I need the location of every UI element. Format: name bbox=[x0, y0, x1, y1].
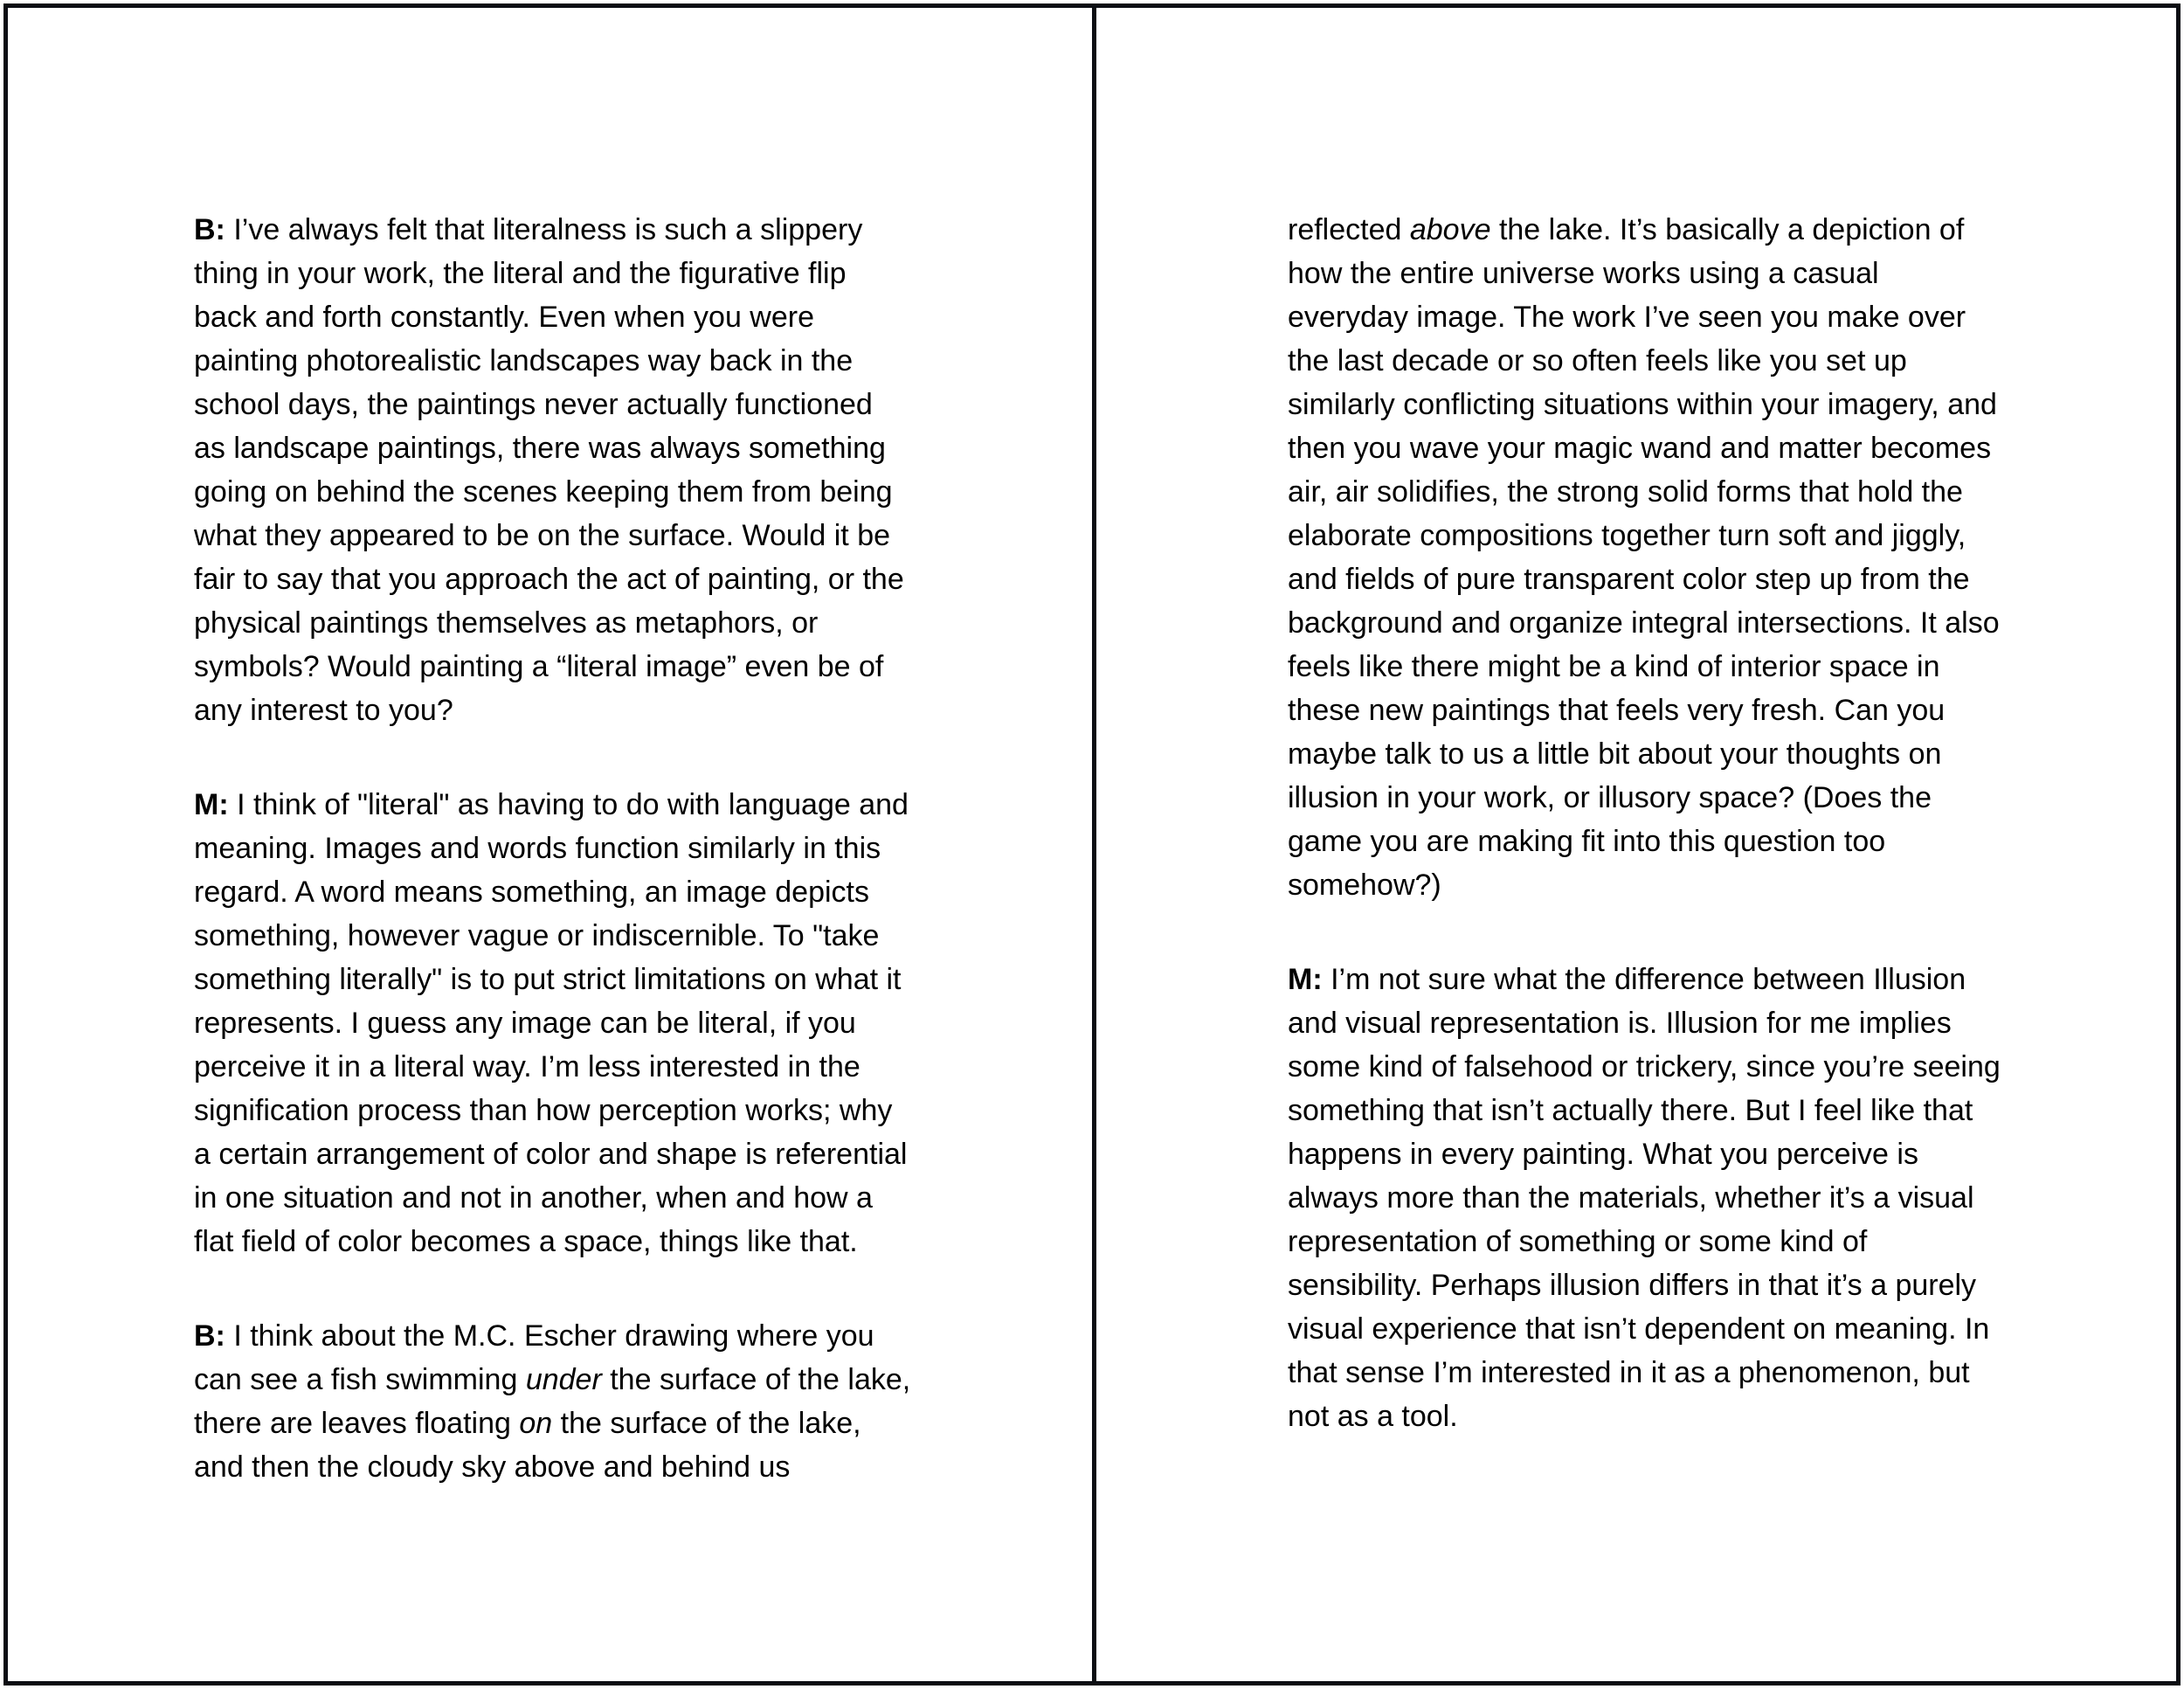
text-line: meaning. Images and words function similarly in this bbox=[194, 832, 881, 865]
text-line: maybe talk to us a little bit about your thoughts on bbox=[1288, 737, 1942, 771]
text-line: something, however vague or indiscernible. To "take bbox=[194, 919, 880, 952]
text-line: visual experience that isn’t dependent on meaning. In bbox=[1288, 1312, 1990, 1346]
text-line: symbols? Would painting a “literal image” even be of bbox=[194, 650, 884, 683]
text-line: not as a tool. bbox=[1288, 1400, 1458, 1433]
text-line: as landscape paintings, there was always something bbox=[194, 432, 886, 465]
text-line: represents. I guess any image can be literal, if you bbox=[194, 1007, 856, 1040]
text-line: somehow?) bbox=[1288, 869, 1441, 902]
text-line: back and forth constantly. Even when you were bbox=[194, 301, 814, 334]
text-line: in one situation and not in another, when and how a bbox=[194, 1181, 873, 1215]
text-line: fair to say that you approach the act of painting, or the bbox=[194, 563, 904, 596]
text-line: representation of something or some kind of bbox=[1288, 1225, 1868, 1258]
text-line: how the entire universe works using a casual bbox=[1288, 257, 1879, 290]
paragraph bbox=[1288, 208, 2001, 907]
text-line: illusion in your work, or illusory space? (Does the bbox=[1288, 781, 1932, 814]
paragraph bbox=[194, 1314, 910, 1489]
paragraph bbox=[194, 783, 910, 1263]
text-line: flat field of color becomes a space, things like that. bbox=[194, 1225, 858, 1258]
text-line: any interest to you? bbox=[194, 694, 453, 727]
text-line: signification process than how perception works; why bbox=[194, 1094, 893, 1127]
left-page-text bbox=[194, 208, 910, 1489]
text-line: school days, the paintings never actually functioned bbox=[194, 388, 873, 421]
text-line: and then the cloudy sky above and behind us bbox=[194, 1450, 791, 1484]
right-page-text bbox=[1288, 208, 2001, 1438]
text-line: and visual representation is. Illusion for me implies bbox=[1288, 1007, 1952, 1040]
text-line: similarly conflicting situations within your imagery, and bbox=[1288, 388, 1997, 421]
text-line: B: I think about the M.C. Escher drawing where you bbox=[194, 1319, 874, 1353]
paragraph bbox=[1288, 958, 2001, 1438]
text-line: air, air solidifies, the strong solid forms that hold the bbox=[1288, 475, 1963, 509]
text-line: painting photorealistic landscapes way back in the bbox=[194, 344, 854, 377]
text-line: always more than the materials, whether it’s a visual bbox=[1288, 1181, 1974, 1215]
text-line: some kind of falsehood or trickery, since you’re seeing bbox=[1288, 1050, 2001, 1083]
text-line: M: I think of "literal" as having to do with language and bbox=[194, 788, 909, 821]
text-line: and fields of pure transparent color step up from the bbox=[1288, 563, 1970, 596]
text-line: everyday image. The work I’ve seen you make over bbox=[1288, 301, 1966, 334]
text-line: background and organize integral intersections. It also bbox=[1288, 606, 2000, 640]
page-divider-line bbox=[1092, 8, 1096, 1681]
text-line: elaborate compositions together turn soft and jiggly, bbox=[1288, 519, 1966, 552]
text-line: something that isn’t actually there. But I feel like that bbox=[1288, 1094, 1973, 1127]
text-line: reflected above the lake. It’s basically a depiction of bbox=[1288, 213, 1965, 246]
text-line: what they appeared to be on the surface. Would it be bbox=[194, 519, 891, 552]
text-line: there are leaves floating on the surface of the lake, bbox=[194, 1407, 861, 1440]
text-line: physical paintings themselves as metaphors, or bbox=[194, 606, 819, 640]
text-line: game you are making fit into this question too bbox=[1288, 825, 1886, 858]
text-line: then you wave your magic wand and matter becomes bbox=[1288, 432, 1992, 465]
text-line: a certain arrangement of color and shape is referential bbox=[194, 1138, 908, 1171]
text-line: M: I’m not sure what the difference between Illusion bbox=[1288, 963, 1966, 996]
text-line: thing in your work, the literal and the figurative flip bbox=[194, 257, 847, 290]
text-line: that sense I’m interested in it as a phenomenon, but bbox=[1288, 1356, 1970, 1389]
text-line: regard. A word means something, an image depicts bbox=[194, 876, 869, 909]
text-line: perceive it in a literal way. I’m less interested in the bbox=[194, 1050, 860, 1083]
text-line: going on behind the scenes keeping them from being bbox=[194, 475, 893, 509]
text-line: sensibility. Perhaps illusion differs in that it’s a purely bbox=[1288, 1269, 1977, 1302]
text-line: happens in every painting. What you perceive is bbox=[1288, 1138, 1918, 1171]
text-line: something literally" is to put strict limitations on what it bbox=[194, 963, 902, 996]
paragraph bbox=[194, 208, 910, 732]
text-line: can see a fish swimming under the surface of the lake, bbox=[194, 1363, 911, 1396]
text-line: B: I’ve always felt that literalness is such a slippery bbox=[194, 213, 863, 246]
text-line: the last decade or so often feels like you set up bbox=[1288, 344, 1907, 377]
text-line: feels like there might be a kind of interior space in bbox=[1288, 650, 1940, 683]
text-line: these new paintings that feels very fresh. Can you bbox=[1288, 694, 1946, 727]
